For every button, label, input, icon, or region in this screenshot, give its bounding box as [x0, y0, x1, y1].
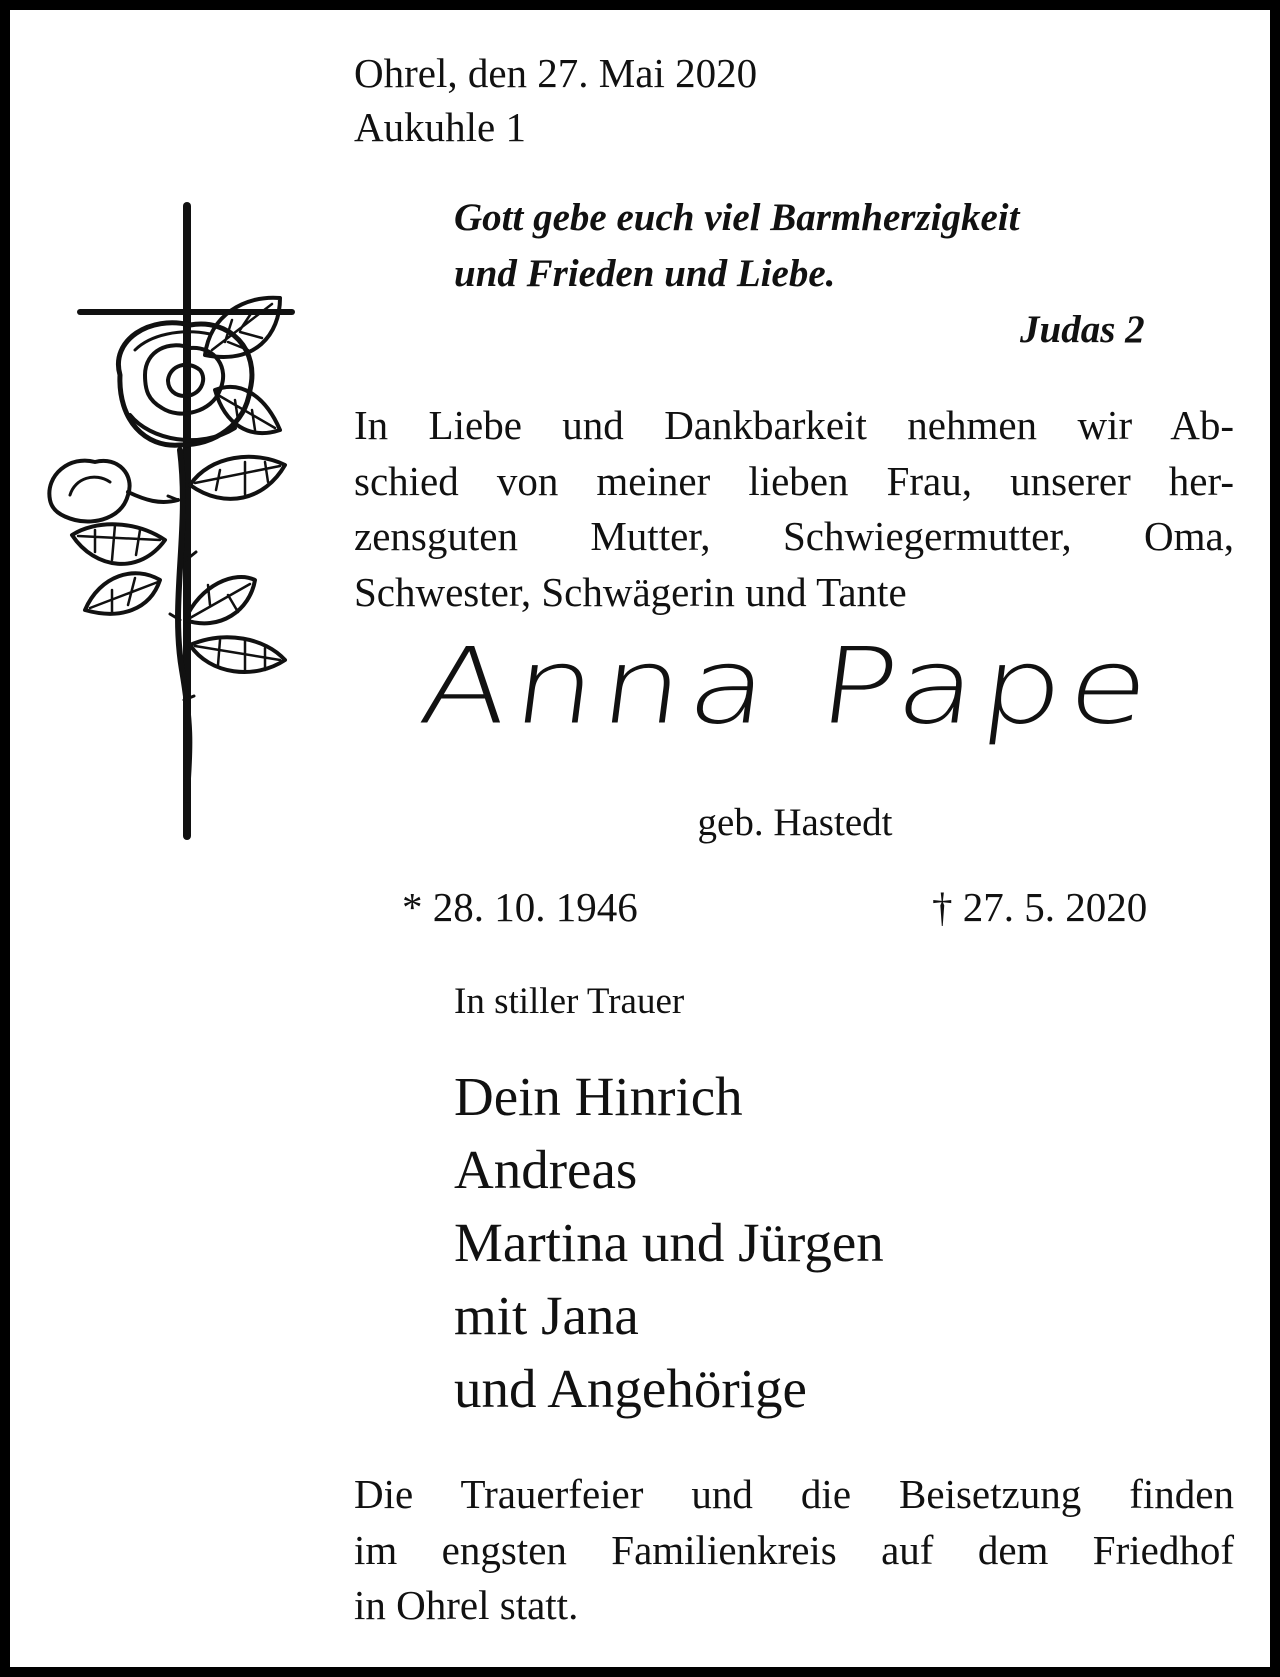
verse-line: und Frieden und Liebe.	[454, 252, 836, 295]
birth-date: * 28. 10. 1946	[402, 884, 638, 930]
funeral-notice	[354, 1467, 1234, 1634]
mourner-name: Martina und Jürgen	[454, 1212, 884, 1273]
intro-line: schied von meiner lieben Frau, unserer her-	[354, 457, 1234, 504]
verse-reference: Judas 2	[1020, 308, 1145, 351]
mourners-list	[454, 1060, 884, 1425]
bible-verse	[454, 190, 1019, 302]
place-date: Ohrel, den 27. Mai 2020	[354, 50, 758, 96]
deceased-name: Anna Pape	[413, 625, 1162, 749]
mourning-heading: In stiller Trauer	[454, 981, 685, 1022]
intro-line: zensguten Mutter, Schwiegermutter, Oma,	[354, 513, 1234, 559]
closing-line: in Ohrel statt.	[354, 1582, 579, 1628]
closing-line: Die Trauerfeier und die Beisetzung finden	[354, 1471, 1234, 1517]
street-address: Aukuhle 1	[354, 104, 526, 150]
cross-with-rose-icon	[40, 200, 310, 840]
intro-line: Schwester, Schwägerin und Tante	[354, 568, 907, 615]
mourner-name: Dein Hinrich	[454, 1066, 743, 1127]
mourner-name: und Angehörige	[454, 1358, 807, 1419]
intro-paragraph	[354, 398, 1234, 620]
mourner-name: mit Jana	[454, 1285, 639, 1346]
death-date: † 27. 5. 2020	[932, 884, 1148, 930]
mourner-name: Andreas	[454, 1139, 638, 1200]
verse-line: Gott gebe euch viel Barmherzigkeit	[454, 196, 1020, 239]
intro-line: In Liebe und Dankbarkeit nehmen wir Ab-	[354, 402, 1234, 448]
maiden-name: geb. Hastedt	[697, 801, 893, 844]
closing-line: im engsten Familienkreis auf dem Friedhof	[354, 1526, 1234, 1573]
